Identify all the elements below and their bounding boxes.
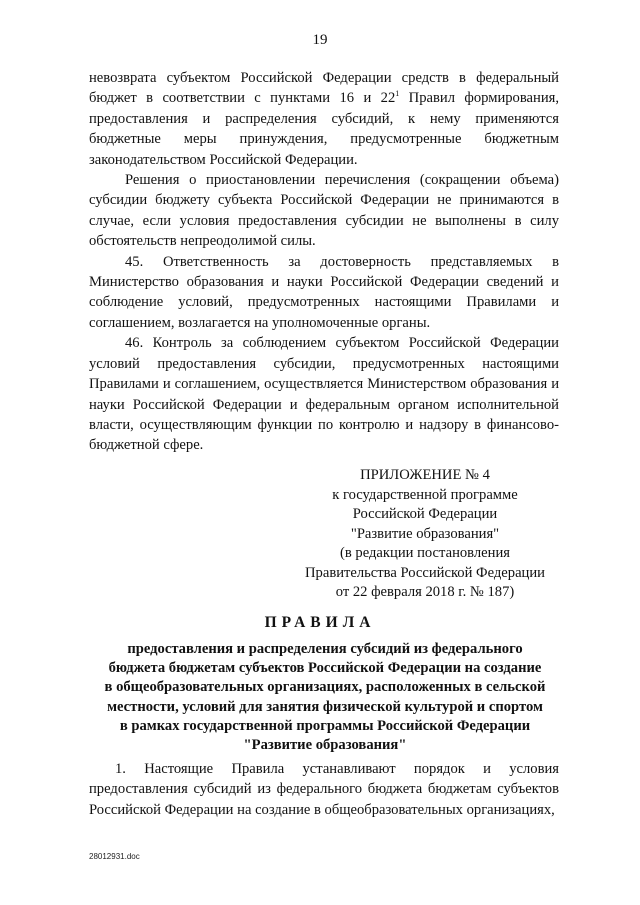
body-text (89, 68, 559, 456)
clause-1 (89, 759, 559, 820)
subtitle-line: предоставления и распределения субсидий из федерального (127, 641, 523, 657)
paragraph-suspension-decisions: Решения о приостановлении перечисления (сокращении объема) субсидии бюджету субъекта Российской Федерации не принимаются в случае, если условия предоставления субсидии не выполнены в силу обстоятельств непреодолимой силы. (89, 172, 559, 250)
document-id: 28012931.doc (89, 852, 140, 861)
subtitle-line: бюджета бюджетам субъектов Российской Федерации на создание (108, 660, 542, 677)
appendix-header (290, 466, 560, 603)
clause-1-text: 1. Настоящие Правила устанавливают порядок и условия предоставления субсидий из федерального бюджета бюджетам субъектов Российской Федерации на создание в общеобразовательных организациях, (89, 761, 559, 818)
paragraph-continuation (89, 68, 559, 170)
appendix-line: Правительства Российской Федерации (305, 564, 545, 581)
appendix-line: ПРИЛОЖЕНИЕ № 4 (360, 467, 490, 483)
appendix-line: к государственной программе (332, 486, 518, 503)
paragraph-45: 45. Ответственность за достоверность представляемых в Министерство образования и науки Российской Федерации сведений и соблюдение условий, предусмотренных настоящими Правилами и соглашением, возлагается на уполномоченные органы. (89, 253, 559, 331)
subtitle-line: местности, условий для занятия физической культурой и спортом (107, 698, 543, 715)
subtitle-line: в общеобразовательных организациях, расположенных в сельской (104, 679, 546, 696)
subtitle-line: "Развитие образования" (243, 737, 407, 754)
rules-subtitle (90, 640, 560, 755)
paragraph-text: Правил формирования, предоставления и распределения субсидий, к нему применяются бюджетные меры принуждения, предусмотренные бюджетным законодательством Российской Федерации. (89, 90, 560, 168)
subtitle-line: в рамках государственной программы Российской Федерации (119, 717, 531, 734)
paragraph-text: невозврата субъектом Российской Федерации средств в федеральный бюджет в соответствии с пунктами 16 и 22 (89, 70, 559, 107)
appendix-line: Российской Федерации (352, 506, 498, 522)
rules-title: ПРАВИЛА (264, 614, 376, 631)
appendix-line: (в редакции постановления (340, 545, 510, 561)
superscript: 1 (395, 89, 400, 99)
appendix-line: "Развитие образования" (350, 525, 500, 542)
page-number: 19 (312, 32, 328, 48)
appendix-line: от 22 февраля 2018 г. № 187) (335, 584, 515, 600)
paragraph-46: 46. Контроль за соблюдением субъектом Российской Федерации условий предоставления субсидии, предусмотренных настоящими Правилами и соглашением, осуществляется Министерством образования и науки Российской Федерации и федеральным органом исполнительной власти, осуществляющим функции по контролю и надзору в финансово-бюджетной сфере. (89, 335, 559, 454)
